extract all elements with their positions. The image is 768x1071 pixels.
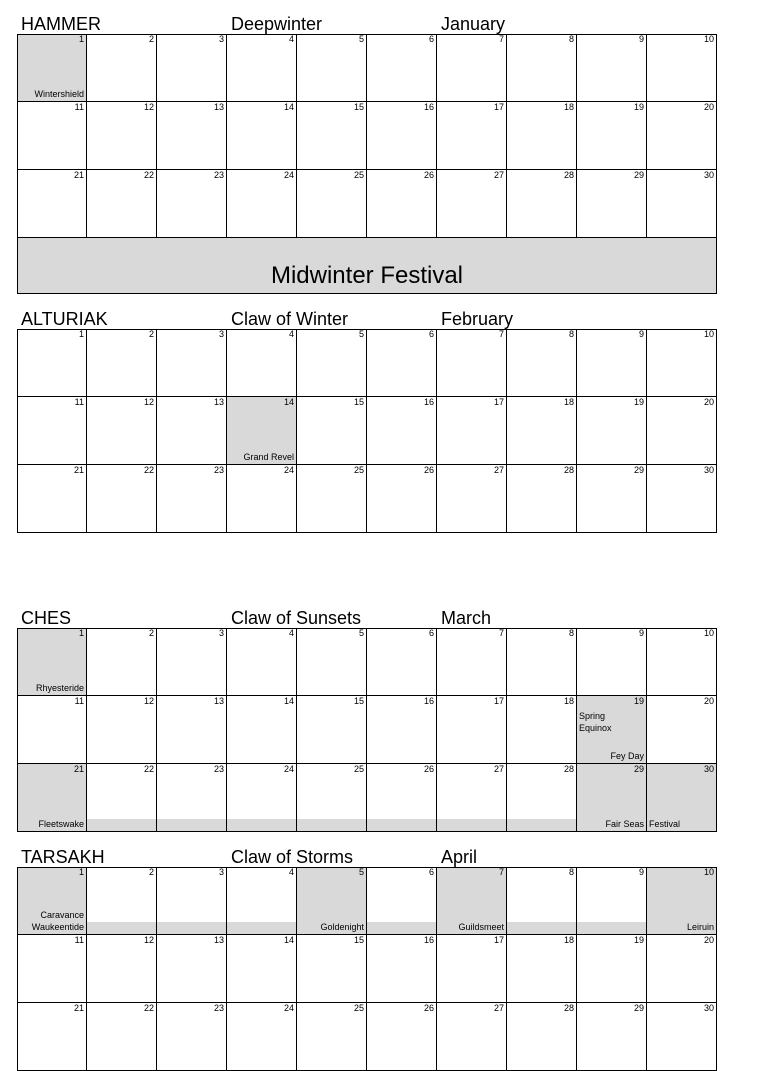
day-number: 7 [498, 628, 504, 638]
day-number: 6 [428, 329, 434, 339]
day-number: 4 [288, 867, 294, 877]
day-number: 19 [633, 935, 644, 945]
day-cell [437, 935, 507, 1003]
day-number: 20 [703, 102, 714, 112]
day-number: 11 [74, 935, 84, 945]
day-cell [507, 34, 577, 102]
day-cell [577, 329, 647, 397]
day-cell [17, 465, 87, 533]
day-number: 20 [703, 397, 714, 407]
day-number: 12 [143, 935, 154, 945]
month-hammer [0, 10, 768, 289]
day-cell [647, 102, 717, 170]
day-number: 14 [283, 397, 294, 407]
day-number: 30 [703, 465, 714, 475]
day-number: 23 [213, 170, 224, 180]
day-cell [87, 329, 157, 397]
day-number: 29 [633, 170, 644, 180]
day-cell [157, 102, 227, 170]
day-cell [367, 1003, 437, 1071]
day-number: 25 [353, 764, 364, 774]
day-number: 18 [563, 935, 574, 945]
day-cell [577, 397, 647, 465]
day-number: 3 [218, 329, 224, 339]
day-number: 3 [218, 867, 224, 877]
day-cell [437, 465, 507, 533]
month-header [0, 843, 768, 867]
day-cell [507, 628, 577, 696]
month-header [0, 604, 768, 628]
day-cell [227, 397, 297, 465]
day-cell [437, 628, 507, 696]
day-number: 17 [493, 102, 504, 112]
day-number: 5 [358, 628, 364, 638]
day-number: 1 [78, 329, 84, 339]
day-cell [87, 764, 157, 832]
day-cell [157, 628, 227, 696]
day-number: 4 [288, 34, 294, 44]
day-cell [17, 102, 87, 170]
day-cell [17, 1003, 87, 1071]
day-number: 8 [568, 867, 574, 877]
day-cell [297, 764, 367, 832]
day-cell [227, 329, 297, 397]
day-cell [17, 170, 87, 238]
day-number: 12 [143, 102, 154, 112]
day-number: 16 [423, 397, 434, 407]
day-cell [227, 465, 297, 533]
day-number: 26 [423, 170, 434, 180]
month-alturiak [0, 305, 768, 475]
day-cell [227, 170, 297, 238]
day-number: 22 [143, 764, 154, 774]
day-cell [647, 1003, 717, 1071]
event-label: Guildsmeet [458, 922, 504, 932]
day-number: 30 [703, 170, 714, 180]
day-number: 1 [78, 628, 84, 638]
day-number: 28 [563, 1003, 574, 1013]
day-cell [157, 329, 227, 397]
day-cell [367, 34, 437, 102]
day-cell [507, 329, 577, 397]
day-cell [157, 696, 227, 764]
month-ches [0, 604, 768, 829]
day-cell [87, 397, 157, 465]
day-cell [647, 329, 717, 397]
day-number: 9 [638, 628, 644, 638]
day-cell [297, 170, 367, 238]
day-cell [17, 764, 87, 832]
event-label: Wintershield [34, 89, 84, 99]
day-cell [297, 34, 367, 102]
day-cell [437, 1003, 507, 1071]
event-label: Leiruin [686, 922, 714, 932]
day-cell [17, 628, 87, 696]
day-number: 8 [568, 34, 574, 44]
month-name: HAMMER [21, 14, 101, 34]
day-cell [297, 696, 367, 764]
day-number: 22 [143, 170, 154, 180]
day-cell [87, 628, 157, 696]
month-name: TARSAKH [21, 847, 105, 867]
day-cell [87, 465, 157, 533]
day-cell [577, 34, 647, 102]
day-cell [367, 465, 437, 533]
day-cell [157, 170, 227, 238]
day-cell [367, 170, 437, 238]
day-number: 29 [633, 764, 644, 774]
day-cell [297, 329, 367, 397]
day-cell [227, 696, 297, 764]
day-number: 20 [703, 935, 714, 945]
day-cell [157, 867, 227, 935]
month-equivalent: April [441, 847, 478, 867]
day-number: 26 [423, 764, 434, 774]
month-name: CHES [21, 608, 72, 628]
day-number: 2 [148, 628, 154, 638]
day-cell [227, 102, 297, 170]
day-number: 27 [493, 1003, 504, 1013]
day-cell [367, 935, 437, 1003]
day-number: 12 [143, 397, 154, 407]
day-cell [367, 102, 437, 170]
day-cell [507, 397, 577, 465]
day-number: 2 [148, 34, 154, 44]
day-number: 1 [78, 34, 84, 44]
day-number: 20 [703, 696, 714, 706]
day-number: 17 [493, 696, 504, 706]
day-number: 26 [423, 465, 434, 475]
day-cell [437, 34, 507, 102]
day-number: 24 [283, 465, 294, 475]
day-number: 21 [73, 170, 84, 180]
day-number: 14 [283, 696, 294, 706]
day-cell [87, 1003, 157, 1071]
month-epithet: Deepwinter [231, 14, 323, 34]
day-number: 16 [423, 102, 434, 112]
month-equivalent: January [441, 14, 506, 34]
day-number: 28 [563, 465, 574, 475]
day-cell [227, 1003, 297, 1071]
day-cell [507, 764, 577, 832]
day-number: 30 [703, 1003, 714, 1013]
day-number: 15 [353, 696, 364, 706]
day-cell [227, 867, 297, 935]
day-number: 14 [283, 935, 294, 945]
day-cell [227, 34, 297, 102]
day-cell [17, 329, 87, 397]
festival-name: Midwinter Festival [270, 262, 464, 289]
day-cell [577, 102, 647, 170]
day-cell [647, 465, 717, 533]
day-number: 19 [633, 696, 644, 706]
day-number: 11 [74, 102, 84, 112]
day-number: 28 [563, 764, 574, 774]
month-header [0, 305, 768, 329]
day-number: 13 [213, 935, 224, 945]
day-number: 17 [493, 397, 504, 407]
day-cell [437, 170, 507, 238]
day-cell [647, 696, 717, 764]
day-number: 9 [638, 34, 644, 44]
day-cell [507, 1003, 577, 1071]
day-number: 4 [288, 628, 294, 638]
day-cell [297, 1003, 367, 1071]
day-number: 21 [73, 764, 84, 774]
festival-row [17, 238, 717, 294]
day-cell [437, 329, 507, 397]
day-number: 23 [213, 465, 224, 475]
day-cell [367, 764, 437, 832]
day-cell [297, 102, 367, 170]
day-number: 9 [638, 329, 644, 339]
day-number: 22 [143, 1003, 154, 1013]
day-number: 27 [493, 170, 504, 180]
day-number: 26 [423, 1003, 434, 1013]
day-cell [157, 1003, 227, 1071]
day-cell [367, 867, 437, 935]
day-cell [17, 867, 87, 935]
day-cell [647, 867, 717, 935]
month-equivalent: March [441, 608, 492, 628]
day-cell [577, 1003, 647, 1071]
day-cell [507, 170, 577, 238]
day-cell [227, 935, 297, 1003]
day-number: 24 [283, 170, 294, 180]
month-epithet: Claw of Sunsets [231, 608, 362, 628]
month-epithet: Claw of Storms [231, 847, 354, 867]
day-cell [507, 465, 577, 533]
event-label-secondary: Spring Equinox [579, 711, 612, 733]
month-grid [17, 867, 717, 1071]
day-number: 6 [428, 867, 434, 877]
day-number: 10 [703, 628, 714, 638]
day-number: 23 [213, 1003, 224, 1013]
day-number: 3 [218, 34, 224, 44]
day-number: 15 [353, 102, 364, 112]
day-cell [647, 935, 717, 1003]
day-cell [437, 867, 507, 935]
day-number: 5 [358, 329, 364, 339]
day-number: 15 [353, 397, 364, 407]
day-number: 15 [353, 935, 364, 945]
day-cell [647, 764, 717, 832]
day-cell [87, 102, 157, 170]
day-number: 27 [493, 764, 504, 774]
day-number: 4 [288, 329, 294, 339]
day-cell [577, 170, 647, 238]
event-label: Fleetswake [38, 819, 84, 829]
month-header [0, 10, 768, 34]
day-number: 25 [353, 1003, 364, 1013]
day-cell [507, 935, 577, 1003]
day-number: 7 [498, 329, 504, 339]
day-cell [17, 397, 87, 465]
day-number: 3 [218, 628, 224, 638]
day-cell [157, 465, 227, 533]
day-number: 18 [563, 397, 574, 407]
day-number: 5 [358, 867, 364, 877]
day-number: 7 [498, 867, 504, 877]
day-number: 25 [353, 465, 364, 475]
day-number: 13 [213, 696, 224, 706]
day-cell [507, 102, 577, 170]
day-number: 18 [563, 696, 574, 706]
day-number: 22 [143, 465, 154, 475]
day-number: 13 [213, 102, 224, 112]
day-cell [157, 397, 227, 465]
day-number: 10 [703, 867, 714, 877]
day-cell [367, 329, 437, 397]
month-epithet: Claw of Winter [231, 309, 349, 329]
day-cell [367, 397, 437, 465]
day-cell [437, 696, 507, 764]
day-cell [87, 935, 157, 1003]
day-number: 1 [78, 867, 84, 877]
day-cell [437, 764, 507, 832]
day-number: 5 [358, 34, 364, 44]
event-label: Caravance Waukeentide [31, 910, 84, 932]
day-cell [437, 102, 507, 170]
day-number: 18 [563, 102, 574, 112]
day-cell [647, 34, 717, 102]
day-cell [577, 696, 647, 764]
event-label: Rhyesteride [35, 683, 84, 693]
day-cell [17, 935, 87, 1003]
day-number: 9 [638, 867, 644, 877]
day-cell [17, 696, 87, 764]
day-number: 29 [633, 465, 644, 475]
day-cell [577, 867, 647, 935]
day-number: 8 [568, 329, 574, 339]
day-cell [437, 397, 507, 465]
day-cell [227, 764, 297, 832]
day-number: 10 [703, 34, 714, 44]
day-cell [507, 696, 577, 764]
day-number: 27 [493, 465, 504, 475]
day-cell [157, 34, 227, 102]
day-number: 2 [148, 867, 154, 877]
event-label: Festival [649, 819, 681, 829]
day-number: 17 [493, 935, 504, 945]
day-number: 6 [428, 628, 434, 638]
day-number: 21 [73, 1003, 84, 1013]
day-cell [647, 397, 717, 465]
day-cell [87, 34, 157, 102]
day-cell [87, 696, 157, 764]
day-number: 11 [74, 696, 84, 706]
month-tarsakh [0, 843, 768, 1013]
day-cell [507, 867, 577, 935]
month-grid [17, 628, 717, 832]
day-cell [157, 764, 227, 832]
day-number: 6 [428, 34, 434, 44]
day-cell [87, 867, 157, 935]
day-number: 16 [423, 696, 434, 706]
day-number: 24 [283, 1003, 294, 1013]
event-label: Grand Revel [243, 452, 294, 462]
day-number: 24 [283, 764, 294, 774]
day-number: 23 [213, 764, 224, 774]
day-cell [577, 764, 647, 832]
day-number: 16 [423, 935, 434, 945]
month-grid [17, 34, 717, 294]
day-number: 8 [568, 628, 574, 638]
day-cell [17, 34, 87, 102]
day-cell [157, 935, 227, 1003]
day-number: 14 [283, 102, 294, 112]
day-number: 10 [703, 329, 714, 339]
day-number: 19 [633, 102, 644, 112]
month-grid [17, 329, 717, 533]
day-cell [297, 628, 367, 696]
day-cell [577, 465, 647, 533]
event-label: Fey Day [610, 751, 644, 761]
day-number: 30 [703, 764, 714, 774]
day-cell [577, 935, 647, 1003]
day-cell [297, 397, 367, 465]
day-number: 28 [563, 170, 574, 180]
day-cell [297, 867, 367, 935]
day-number: 7 [498, 34, 504, 44]
day-number: 2 [148, 329, 154, 339]
day-number: 12 [143, 696, 154, 706]
month-equivalent: February [441, 309, 514, 329]
day-number: 13 [213, 397, 224, 407]
day-cell [297, 935, 367, 1003]
day-number: 21 [73, 465, 84, 475]
day-cell [227, 628, 297, 696]
day-cell [87, 170, 157, 238]
day-cell [577, 628, 647, 696]
day-number: 19 [633, 397, 644, 407]
event-label: Fair Seas [605, 819, 644, 829]
month-name: ALTURIAK [21, 309, 108, 329]
day-number: 29 [633, 1003, 644, 1013]
day-cell [297, 465, 367, 533]
event-label: Goldenight [320, 922, 364, 932]
day-number: 11 [74, 397, 84, 407]
day-number: 25 [353, 170, 364, 180]
day-cell [367, 628, 437, 696]
day-cell [647, 170, 717, 238]
day-cell [647, 628, 717, 696]
day-cell [367, 696, 437, 764]
